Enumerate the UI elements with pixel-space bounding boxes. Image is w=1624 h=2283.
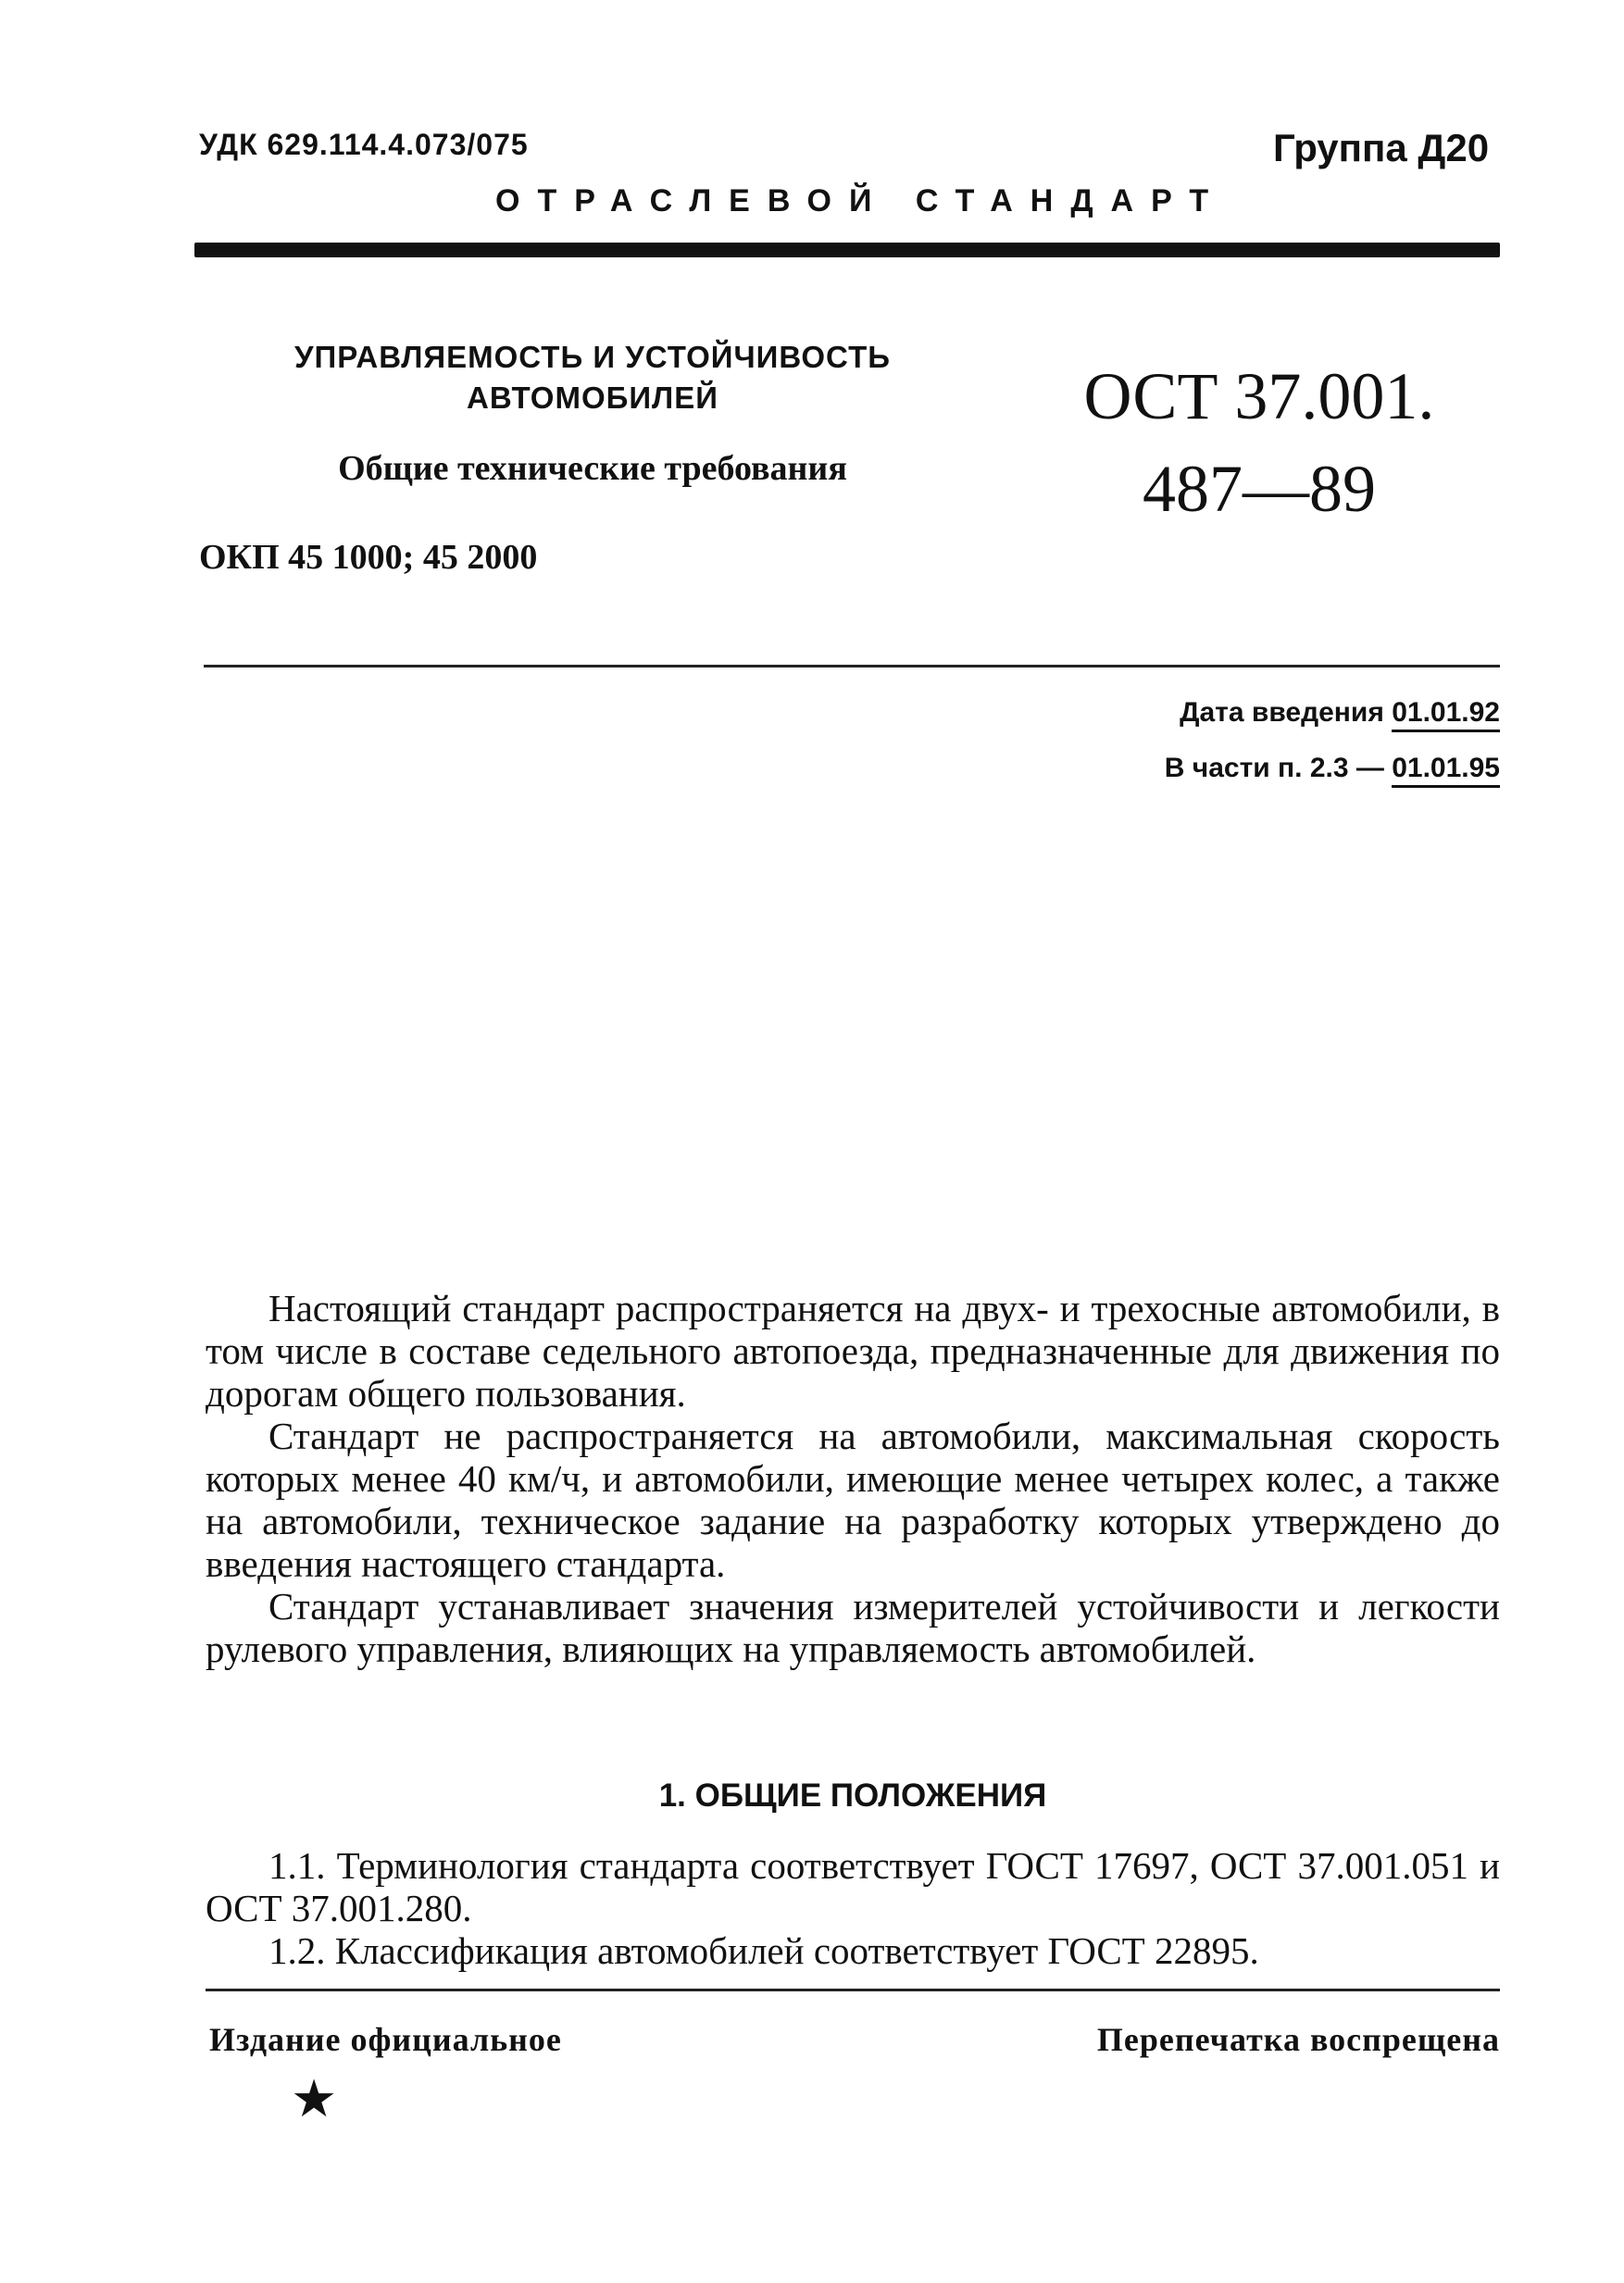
standard-type-banner: ОТРАСЛЕВОЙ СТАНДАРТ	[495, 183, 1227, 218]
dates-block	[1165, 685, 1500, 796]
title-line-2: АВТОМОБИЛЕЙ	[467, 380, 718, 415]
intro-paragraph-3: Стандарт устанавливает значения измерителей устойчивости и легкости рулевого управления, влияющих на управляемость автомобилей.	[206, 1585, 1500, 1670]
intro-paragraph-2: Стандарт не распространяется на автомобили, максимальная скорость которых менее 40 км/ч, и автомобили, имеющие менее четырех колес, а также на автомобили, техническое задание на разработку которых утверждено до введения настоящего стандарта.	[206, 1415, 1500, 1585]
clause-1-2: 1.2. Классификация автомобилей соответствует ГОСТ 22895.	[269, 1929, 1259, 1972]
section-clauses	[206, 1844, 1500, 1972]
official-edition-note: Издание официальное	[209, 2021, 562, 2058]
header-rule	[194, 243, 1500, 257]
ost-number-line-2: 487—89	[1143, 452, 1376, 526]
ost-number	[1037, 350, 1481, 535]
group-code: Группа Д20	[1273, 126, 1490, 169]
intro-date-label: Дата введения	[1180, 697, 1384, 728]
clause-1-1: 1.1. Терминология стандарта соответствует ГОСТ 17697, ОСТ 37.001.051 и ОСТ 37.001.280.	[206, 1844, 1500, 1929]
star-icon: ★	[291, 2071, 338, 2128]
part-date-label: В части п. 2.3 —	[1164, 753, 1384, 783]
section-heading: 1. ОБЩИЕ ПОЛОЖЕНИЯ	[658, 1778, 1047, 1814]
intro-date-value: 01.01.92	[1392, 697, 1500, 732]
footer-rule	[206, 1989, 1500, 1991]
intro-date-row	[1165, 685, 1500, 741]
part-date-value: 01.01.95	[1392, 753, 1500, 788]
intro-text	[206, 1287, 1500, 1670]
part-date-row	[1165, 741, 1500, 796]
okp-code: ОКП 45 1000; 45 2000	[199, 538, 538, 577]
title-divider	[204, 665, 1500, 667]
title-line-1: УПРАВЛЯЕМОСТЬ И УСТОЙЧИВОСТЬ	[294, 340, 891, 374]
intro-paragraph-1: Настоящий стандарт распространяется на двух- и трехосные автомобили, в том числе в составе седельного автопоезда, предназначенные для движения по дорогам общего пользования.	[206, 1287, 1500, 1415]
udk-code: УДК 629.114.4.073/075	[199, 128, 529, 161]
reprint-prohibited-note: Перепечатка воспрещена	[1096, 2021, 1500, 2058]
document-title	[250, 337, 935, 418]
ost-number-line-1: ОСТ 37.001.	[1083, 359, 1435, 433]
document-subtitle: Общие технические требования	[338, 449, 847, 488]
